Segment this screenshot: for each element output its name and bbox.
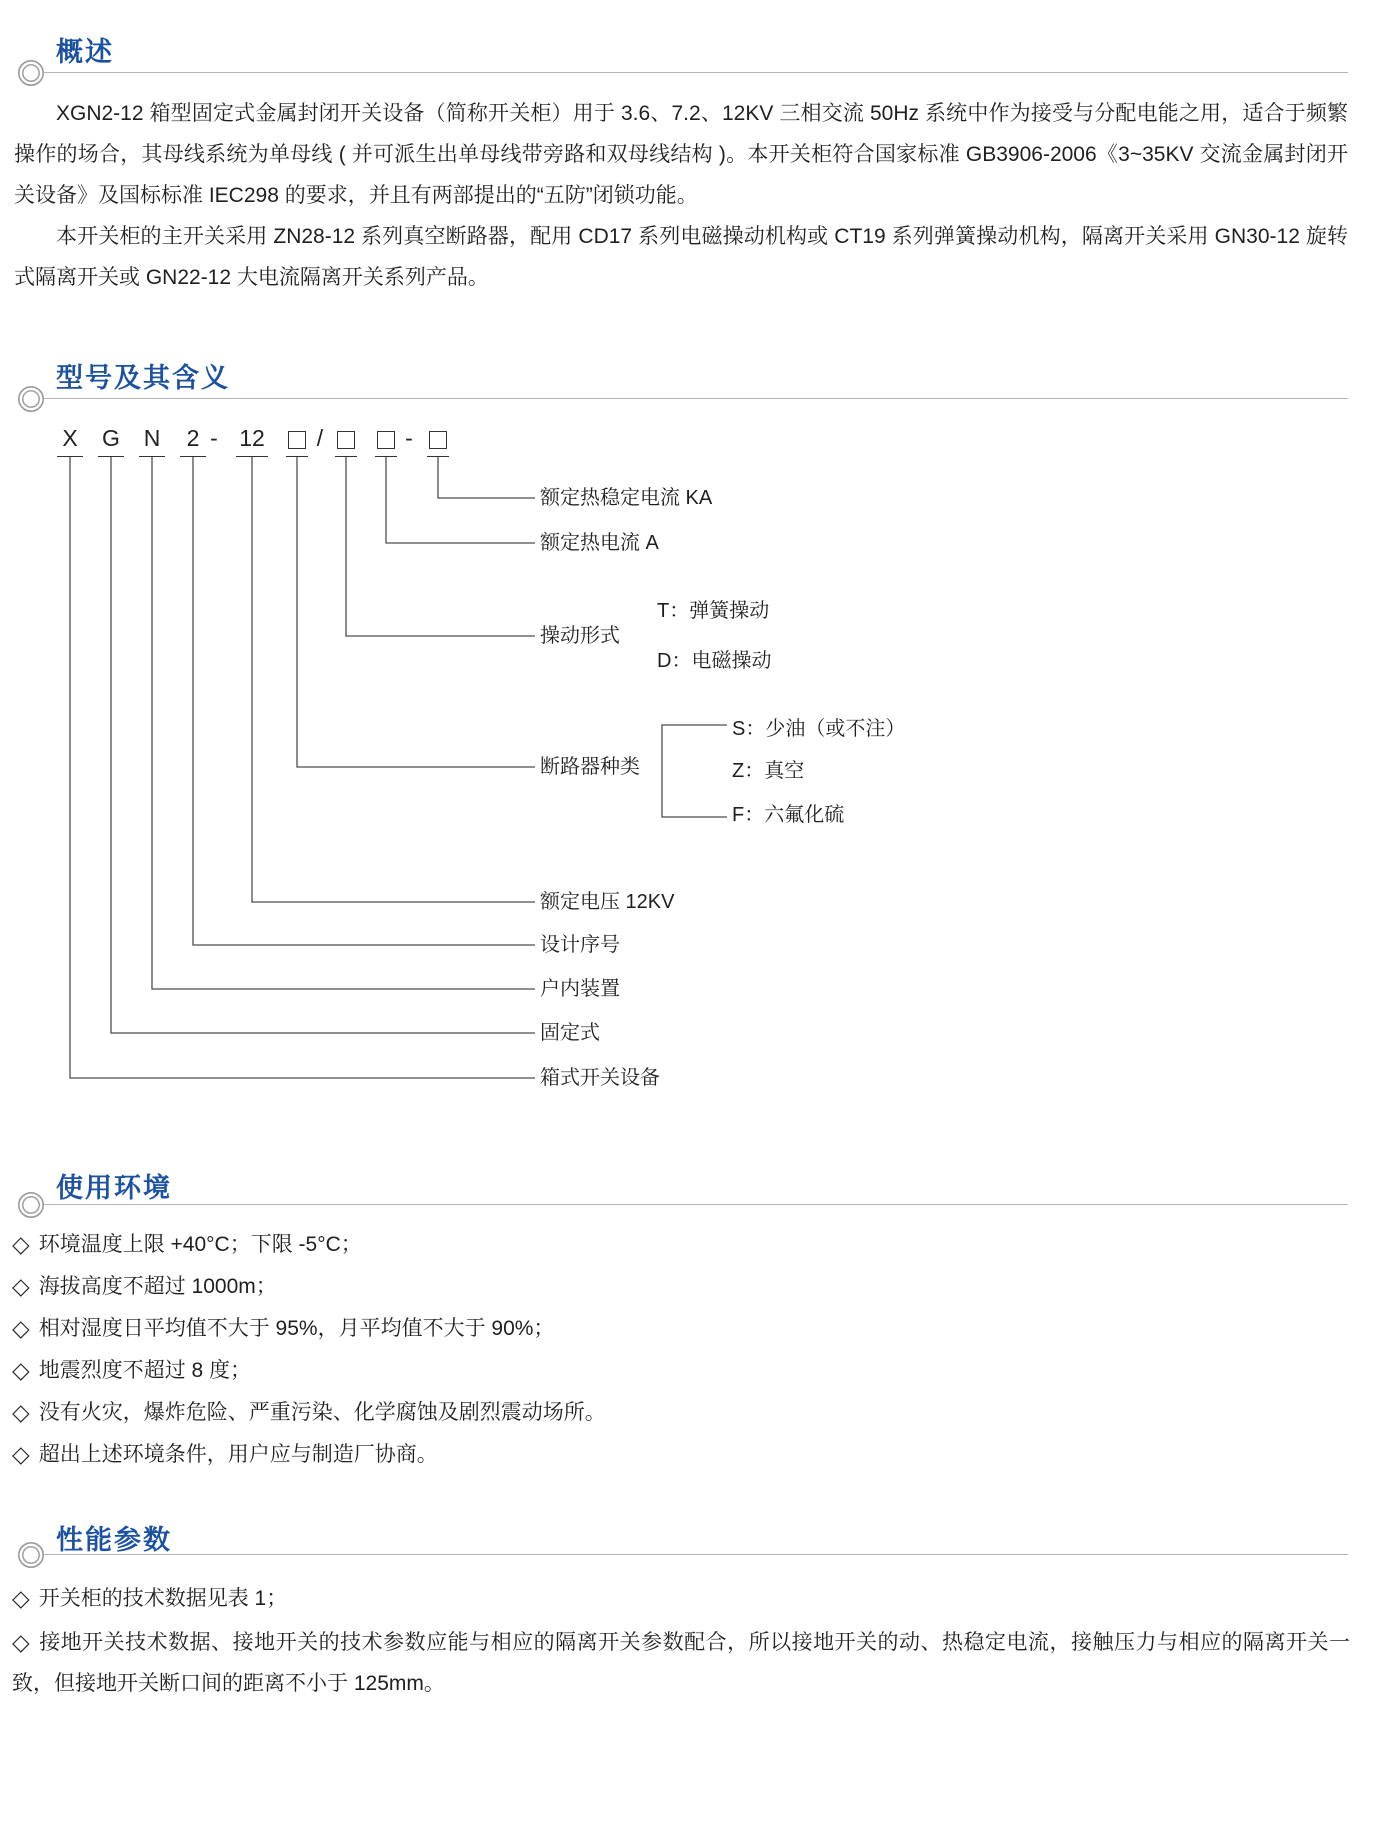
code-char: G: [98, 423, 124, 457]
section-ring-icon: [17, 1191, 45, 1219]
option-breaker-vacuum: Z：真空: [732, 760, 805, 782]
label-rated-thermal-stability-current: 额定热稳定电流 KA: [540, 487, 713, 509]
label-rated-voltage: 额定电压 12KV: [540, 891, 675, 913]
code-placeholder-box: [427, 423, 449, 457]
list-item: ◇ 环境温度上限 +40°C；下限 -5°C；: [12, 1231, 362, 1257]
section-ring-icon: [17, 1541, 45, 1569]
diamond-bullet-icon: ◇: [12, 1399, 30, 1425]
overview-paragraphs: [14, 93, 1348, 298]
list-item: ◇ 地震烈度不超过 8 度；: [12, 1357, 252, 1383]
code-slash: /: [316, 425, 324, 451]
code-char: 12: [236, 423, 268, 457]
list-item: ◇ 海拔高度不超过 1000m；: [12, 1273, 277, 1299]
diamond-bullet-icon: ◇: [12, 1441, 30, 1467]
overview-paragraph: 本开关柜的主开关采用 ZN28-12 系列真空断路器，配用 CD17 系列电磁操动机构或 CT19 系列弹簧操动机构，隔离开关采用 GN30-12 旋转式隔离开关或 GN22-12 大电流隔离开关系列产品。: [14, 225, 1348, 289]
diamond-bullet-icon: ◇: [12, 1585, 30, 1611]
environment-bullet-list: [12, 1223, 1350, 1475]
environment-section-title: 使用环境: [56, 1173, 172, 1203]
label-indoor-device: 户内装置: [540, 978, 620, 1000]
leader-lines: [0, 420, 1373, 1200]
section-ring-icon: [17, 59, 45, 87]
code-placeholder-box: [335, 423, 357, 457]
label-breaker-type: 断路器种类: [540, 756, 640, 778]
list-item: ◇ 开关柜的技术数据见表 1；: [12, 1585, 288, 1611]
code-hyphen: -: [210, 425, 218, 451]
overview-section-title: 概述: [56, 37, 114, 67]
section-ring-icon: [17, 385, 45, 413]
diamond-bullet-icon: ◇: [12, 1315, 30, 1341]
model-designation-diagram: [0, 420, 1373, 1200]
option-breaker-sf6: F：六氟化硫: [732, 804, 845, 826]
option-operation-spring: T：弹簧操动: [657, 600, 770, 622]
diamond-bullet-icon: ◇: [12, 1357, 30, 1383]
performance-section-title: 性能参数: [56, 1525, 172, 1555]
label-operation-type: 操动形式: [540, 625, 620, 647]
model-section-title: 型号及其含义: [56, 363, 230, 393]
label-fixed-type: 固定式: [540, 1022, 600, 1044]
model-section-rule: [44, 398, 1348, 399]
label-rated-thermal-current: 额定热电流 A: [540, 532, 659, 554]
code-char: N: [139, 423, 165, 457]
diamond-bullet-icon: ◇: [12, 1629, 31, 1655]
label-design-serial: 设计序号: [540, 934, 620, 956]
list-item: ◇ 超出上述环境条件，用户应与制造厂协商。: [12, 1441, 438, 1467]
code-char: 2: [180, 423, 206, 457]
option-breaker-oil: S：少油（或不注）: [732, 718, 906, 740]
overview-paragraph: XGN2-12 箱型固定式金属封闭开关设备（简称开关柜）用于 3.6、7.2、12KV 三相交流 50Hz 系统中作为接受与分配电能之用，适合于频繁操作的场合，其母线系统为单母线 ( 并可派生出单母线带旁路和双母线结构 )。本开关柜符合国家标准 GB3906-2006《3~35KV 交流金属封闭开关设备》及国标标准 IEC298 的要求，并且有两部提出的“五防”闭锁功能。: [14, 102, 1348, 207]
overview-section-rule: [44, 72, 1348, 73]
code-placeholder-box: [286, 423, 308, 457]
option-operation-electromagnetic: D：电磁操动: [657, 650, 772, 672]
list-item: ◇ 没有火灾，爆炸危险、严重污染、化学腐蚀及剧烈震动场所。: [12, 1399, 606, 1425]
list-item: ◇ 接地开关技术数据、接地开关的技术参数应能与相应的隔离开关参数配合，所以接地开关的动、热稳定电流，接触压力与相应的隔离开关一致，但接地开关断口间的距离不小于 125mm。: [12, 1629, 1350, 1695]
code-hyphen: -: [405, 425, 413, 451]
environment-section-rule: [44, 1204, 1348, 1205]
performance-section-rule: [44, 1554, 1348, 1555]
code-char: X: [57, 423, 83, 457]
performance-bullet-list: [12, 1577, 1350, 1704]
code-placeholder-box: [375, 423, 397, 457]
label-box-switchgear: 箱式开关设备: [540, 1067, 660, 1089]
diamond-bullet-icon: ◇: [12, 1231, 30, 1257]
list-item: ◇ 相对湿度日平均值不大于 95%，月平均值不大于 90%；: [12, 1315, 555, 1341]
diamond-bullet-icon: ◇: [12, 1273, 30, 1299]
